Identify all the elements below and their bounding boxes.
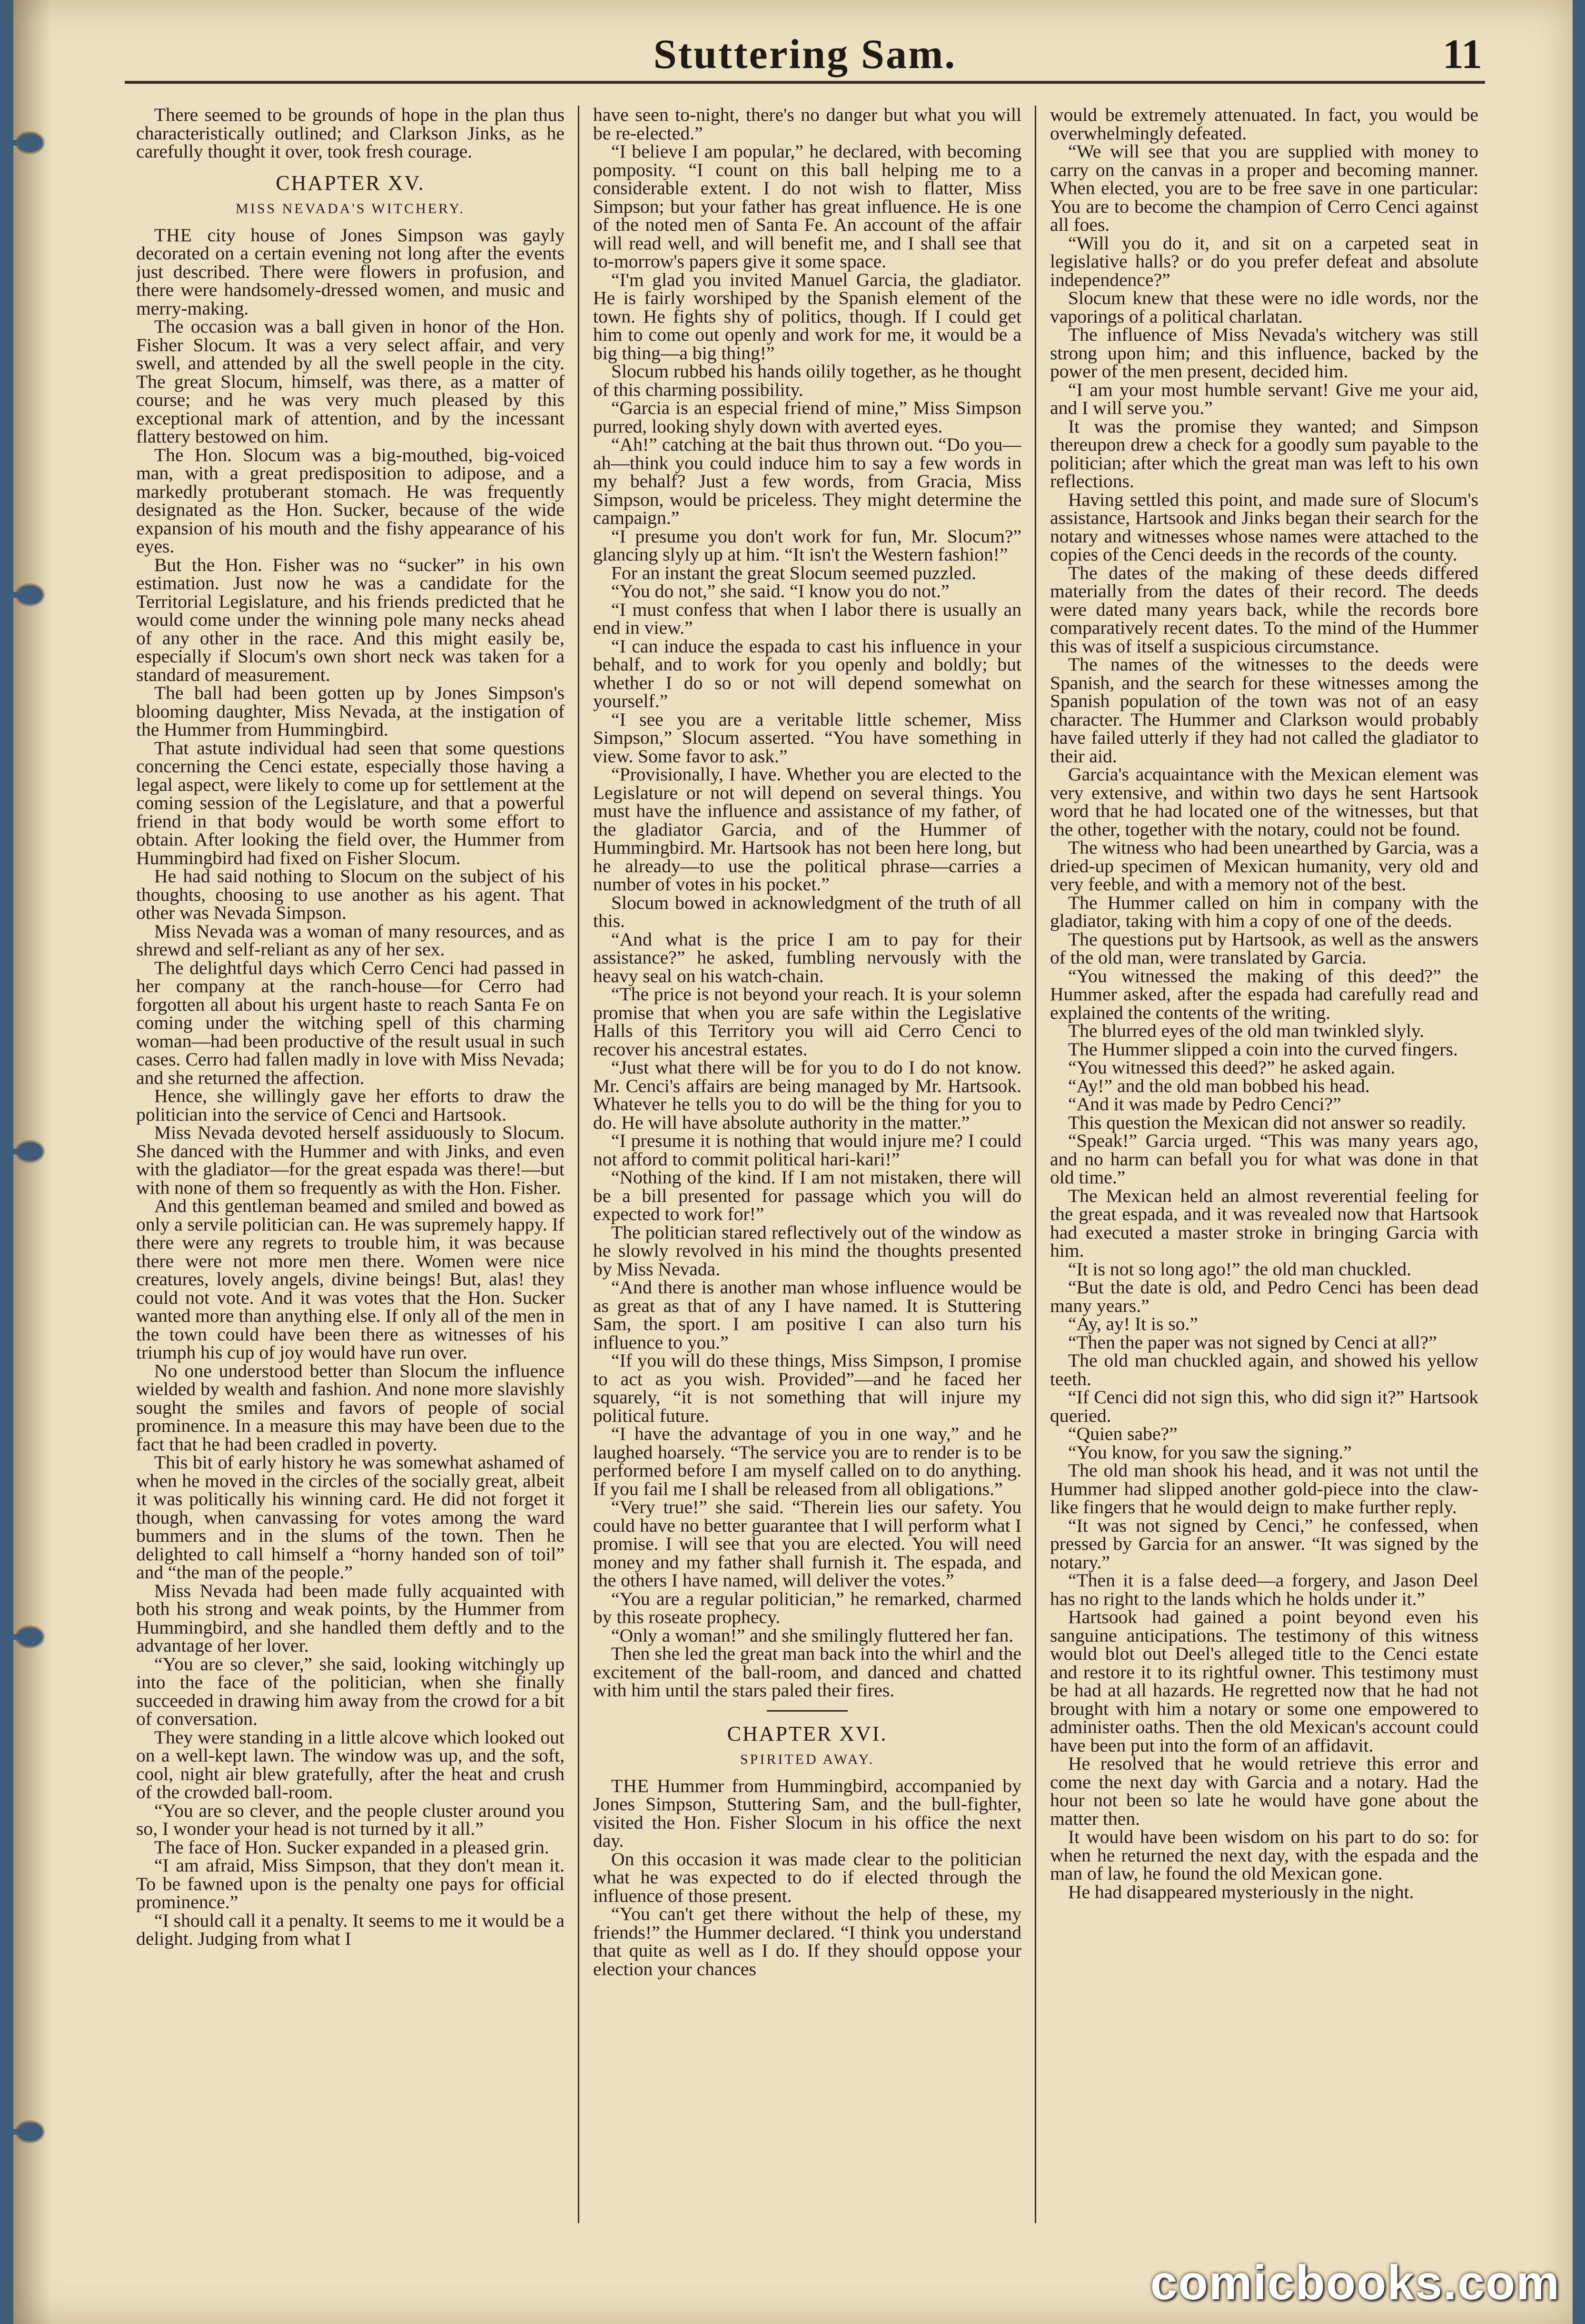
paragraph: They were standing in a little alcove which looked out on a well-kept lawn. The window was up, and the soft, cool, night air blew gratefully, after the heat and crush of the crowded ball-room. <box>136 1726 565 1802</box>
paragraph: “Then the paper was not signed by Cenci at all?” <box>1068 1331 1437 1353</box>
text-column-3 <box>1050 106 1478 2223</box>
paragraph: “Ay, ay! It is so.” <box>1068 1313 1198 1334</box>
paragraph: “Just what there will be for you to do I do not know. Mr. Cenci's affairs are being managed by Mr. Hartsook. Whatever he tells you to do will be the thing for you to do. He will have absolute authority in the matter.” <box>593 1057 1021 1133</box>
paragraph: And this gentleman beamed and smiled and bowed as only a servile politician can. He was supremely happy. If there were any regrets to trouble him, it was because there were not more men there. Women were nice creatures, lovely angels, divine beings! But, alas! they could not vote. And it was votes that the Hon. Sucker wanted more than anything else. If only all of the men in the town could have been there as witnesses of his triumph his cup of joy would have run over. <box>136 1195 565 1363</box>
paragraph: The dates of the making of these deeds differed materially from the dates of their record. The deeds were dated many years back, while the records bore comparatively recent dates. To the mind of the Hummer this was of itself a suspicious circumstance. <box>1050 562 1478 657</box>
paragraph: “You are so clever, and the people cluster around you so, I wonder your head is not turned by it all.” <box>136 1800 565 1839</box>
binding-hole <box>17 2122 43 2141</box>
paragraph: “You witnessed this deed?” he asked again. <box>1068 1057 1396 1078</box>
watermark: comicbooks.com <box>1150 2255 1560 2310</box>
page-header <box>125 28 1485 84</box>
paragraph: “Only a woman!” and she smilingly fluttered her fan. <box>611 1625 1014 1646</box>
paragraph: “I'm glad you invited Manuel Garcia, the gladiator. He is fairly worshiped by the Spanish element of the town. He fights shy of politics, though. If I could get him to come out openly and work for me, it would be a big thing—a big thing!” <box>593 269 1021 364</box>
paragraph: “You are a regular politician,” he remarked, charmed by this roseate prophecy. <box>593 1588 1021 1627</box>
chapter-heading: CHAPTER XVI. <box>727 1722 888 1745</box>
paragraph: “I must confess that when I labor there is usually an end in view.” <box>593 599 1021 638</box>
paragraph: “But the date is old, and Pedro Cenci has been dead many years.” <box>1050 1277 1478 1316</box>
paragraph: Miss Nevada had been made fully acquainted with both his strong and weak points, by the Hummer from Hummingbird, and she handled them deftly and to the advantage of her lover. <box>136 1580 565 1656</box>
paragraph: Having settled this point, and made sure of Slocum's assistance, Hartsook and Jinks began their search for the notary and witnesses whose names were attached to the copies of the Cenci deeds in the records of the county. <box>1050 489 1478 565</box>
paragraph: There seemed to be grounds of hope in the plan thus characteristically outlined; and Clarkson Jinks, as he carefully thought it over, took fresh courage. <box>136 106 565 162</box>
paragraph: Miss Nevada devoted herself assiduously to Slocum. She danced with the Hummer and with Jinks, and even with the gladiator—for the great espada was there!—but with none of them so frequently as with the Hon. Fisher. <box>136 1122 565 1198</box>
paragraph: Garcia's acquaintance with the Mexican element was very extensive, and within two days he sent Hartsook word that he had located one of the witnesses, but that the other, together with the notary, could not be found. <box>1050 764 1478 840</box>
paragraph: “And there is another man whose influence would be as great as that of any I have named. It is Stuttering Sam, the sport. I am positive I can also turn his influence to you.” <box>593 1277 1021 1353</box>
paragraph: The politician stared reflectively out of the window as he slowly revolved in his mind the thoughts presented by Miss Nevada. <box>593 1221 1021 1280</box>
running-title: Stuttering Sam. <box>653 31 957 78</box>
chapter-heading: CHAPTER XV. <box>276 171 425 195</box>
paragraph: The delightful days which Cerro Cenci had passed in her company at the ranch-house—for Cerro had forgotten all about his urgent haste to reach Santa Fe on coming under the witching spell of this charming woman—had been productive of the result usual in such cases. Cerro had fallen madly in love with Miss Nevada; and she returned the affection. <box>136 957 565 1088</box>
chapter-subtitle: SPIRITED AWAY. <box>740 1752 874 1767</box>
paragraph: “I am your most humble servant! Give me your aid, and I will serve you.” <box>1050 379 1478 418</box>
paragraph: He had said nothing to Slocum on the subject of his thoughts, choosing to use another as his agent. That other was Nevada Simpson. <box>136 866 565 923</box>
paragraph: “It is not so long ago!” the old man chuckled. <box>1068 1258 1412 1280</box>
paragraph: “And what is the price I am to pay for their assistance?” he asked, fumbling nervously with the heavy seal on his watch-chain. <box>593 928 1021 986</box>
chapter-divider <box>767 1710 848 1712</box>
paragraph: It would have been wisdom on his part to do so: for when he returned the next day, with the espada and the man of law, he found the old Mexican gone. <box>1050 1826 1478 1884</box>
paragraph: “I should call it a penalty. It seems to me it would be a delight. Judging from what I <box>136 1910 565 1949</box>
paragraph: “Quien sabe?” <box>1068 1423 1178 1444</box>
paragraph: “You do not,” she said. “I know you do not.” <box>611 581 950 601</box>
paragraph: The witness who had been unearthed by Garcia, was a dried-up specimen of Mexican humanity, very old and very feeble, and with a memory not of the best. <box>1050 837 1478 895</box>
binding-hole <box>17 133 43 152</box>
paragraph: But the Hon. Fisher was no “sucker” in his own estimation. Just now he was a candidate for the Territorial Legislature, and his friends predicted that he would come under the winning pole many necks ahead of any other in the race. And this might easily be, especially if Slocum's own short neck was taken for a standard of measurement. <box>136 554 565 685</box>
text-column-2 <box>593 106 1021 2223</box>
paragraph: The face of Hon. Sucker expanded in a pleased grin. <box>154 1836 549 1858</box>
paragraph: would be extremely attenuated. In fact, you would be overwhelmingly defeated. <box>1050 106 1478 144</box>
paragraph: The Hon. Slocum was a big-mouthed, big-voiced man, with a great predisposition to adipose, and a markedly protuberant stomach. He was frequently designated as the Hon. Sucker, because of the wide expansion of his mouth and the fishy appearance of his eyes. <box>136 444 565 557</box>
paragraph: Slocum rubbed his hands oilily together, as he thought of this charming possibility. <box>593 361 1021 400</box>
paragraph <box>136 226 565 318</box>
paragraph-text: city house of Jones Simpson was gayly decorated on a certain evening not long after the events just described. There were flowers in profusion, and there were handsomely-dressed women, and music and merry-making. <box>136 224 565 319</box>
paragraph: have seen to-night, there's no danger but what you will be re-elected.” <box>593 106 1021 144</box>
binding-hole <box>17 585 43 604</box>
paragraph: “The price is not beyond your reach. It is your solemn promise that when you are safe within the Legislative Halls of this Territory you will aid Cerro Cenci to recover his ancestral estates. <box>593 984 1021 1060</box>
binding-hole <box>17 1142 43 1161</box>
paragraph: He resolved that he would retrieve this error and come the next day with Garcia and a notary. Had the hour not been so late he would have gone about the matter then. <box>1050 1753 1478 1829</box>
paragraph: “If you will do these things, Miss Simpson, I promise to act as you wish. Provided”—and he faced her squarely, “it is not something that will injure my political future. <box>593 1350 1021 1426</box>
paragraph: “Ay!” and the old man bobbed his head. <box>1068 1075 1370 1096</box>
paragraph: The Hummer called on him in company with the gladiator, taking with him a copy of one of the deeds. <box>1050 892 1478 931</box>
paragraph: The Mexican held an almost reverential feeling for the great espada, and it was revealed now that Hartsook had executed a master stroke in bringing Garcia with him. <box>1050 1185 1478 1261</box>
paragraph: The blurred eyes of the old man twinkled slyly. <box>1068 1020 1425 1041</box>
paragraph: “Speak!” Garcia urged. “This was many years ago, and no harm can befall you for what was done in that old time.” <box>1050 1130 1478 1188</box>
column-rule <box>1035 106 1036 2223</box>
paragraph: “Nothing of the kind. If I am not mistaken, there will be a bill presented for passage which you will do expected to work for!” <box>593 1167 1021 1224</box>
binding-hole <box>17 1627 43 1646</box>
paragraph: Miss Nevada was a woman of many resources, and as shrewd and self-reliant as any of her sex. <box>136 920 565 960</box>
paragraph: “Will you do it, and sit on a carpeted seat in legislative halls? or do you prefer defeat and absolute independence?” <box>1050 232 1478 290</box>
paragraph: Hartsook had gained a point beyond even his sanguine anticipations. The testimony of this witness would blot out Deel's alleged title to the Cenci estate and restore it to its rightful owner. This testimony must be had at all hazards. He regretted now that he had not brought with him a notary or some one empowered to administer oaths. Then the old Mexican's account could have been put into the form of an affidavit. <box>1050 1606 1478 1756</box>
paragraph: The questions put by Hartsook, as well as the answers of the old man, were translated by Garcia. <box>1050 928 1478 968</box>
paragraph: “Then it is a false deed—a forgery, and Jason Deel has no right to the lands which he holds under it.” <box>1050 1570 1478 1609</box>
paragraph-lead-word: THE <box>154 224 192 246</box>
paragraph: “You know, for you saw the signing.” <box>1068 1441 1352 1463</box>
paragraph: “I presume it is nothing that would injure me? I could not afford to commit political hari-kari!” <box>593 1130 1021 1170</box>
paragraph: The names of the witnesses to the deeds were Spanish, and the search for these witnesses among the Spanish population of the town was not of an easy character. The Hummer and Clarkson would probably have failed utterly if they had not called the gladiator to their aid. <box>1050 654 1478 767</box>
paragraph: This bit of early history he was somewhat ashamed of when he moved in the circles of the socially great, albeit it was politically his winning card. He did not forget it though, when canvassing for votes among the ward bummers and in the slums of the town. Then he delighted to call himself a “horny handed son of toil” and “the man of the people.” <box>136 1452 565 1583</box>
paragraph: “You can't get there without the help of these, my friends!” the Hummer declared. “I think you understand that quite as well as I do. If they should oppose your election your chances <box>593 1903 1021 1979</box>
paragraph: “Ah!” catching at the bait thus thrown out. “Do you—ah—think you could induce him to say a few words in my behalf? Just a few words, from Gracia, Miss Simpson, would be priceless. They might determine the campaign.” <box>593 434 1021 528</box>
paragraph: He had disappeared mysteriously in the night. <box>1068 1881 1414 1902</box>
paragraph: This question the Mexican did not answer so readily. <box>1068 1112 1466 1133</box>
paragraph: The Hummer slipped a coin into the curved fingers. <box>1068 1038 1458 1060</box>
paragraph: “We will see that you are supplied with money to carry on the canvas in a proper and becoming manner. When elected, you are to be free save in one particular: You are to become the champion of Cerro Cenci against all foes. <box>1050 141 1478 235</box>
paragraph: No one understood better than Slocum the influence wielded by wealth and fashion. And none more slavishly sought the smiles and favors of people of social prominence. In a measure this may have been due to the fact that he had been cradled in poverty. <box>136 1360 565 1455</box>
paragraph: Then she led the great man back into the whirl and the excitement of the ball-room, and danced and chatted with him until the stars paled their fires. <box>593 1643 1021 1701</box>
paragraph: “I presume you don't work for fun, Mr. Slocum?” glancing slyly up at him. “It isn't the Western fashion!” <box>593 525 1021 565</box>
paragraph-text: Hummer from Hummingbird, accompanied by Jones Simpson, Stuttering Sam, and the bull-fighter, visited the Hon. Fisher Slocum in his office the next day. <box>593 1775 1021 1851</box>
paragraph: Slocum bowed in acknowledgment of the truth of all this. <box>593 892 1021 931</box>
paragraph-lead-word: THE <box>611 1775 649 1796</box>
paragraph: “You are so clever,” she said, looking witchingly up into the face of the politician, when she finally succeeded in drawing him away from the crowd for a bit of conversation. <box>136 1653 565 1729</box>
paragraph: “I can induce the espada to cast his influence in your behalf, and to work for you openly and boldly; but whether I do so or not will depend somewhat on yourself.” <box>593 635 1021 711</box>
page-number: 11 <box>1442 31 1482 78</box>
column-rule <box>578 106 579 2223</box>
text-column-1 <box>136 106 565 2223</box>
paragraph: Slocum knew that these were no idle words, nor the vaporings of a political charlatan. <box>1050 287 1478 327</box>
paragraph: The occasion was a ball given in honor of the Hon. Fisher Slocum. It was a very select affair, and very swell, and attended by all the swell people in the city. The great Slocum, himself, was there, as a matter of course; and he was very much pleased by this exceptional mark of attention, and by the incessant flattery bestowed on him. <box>136 316 565 447</box>
paragraph: That astute individual had seen that some questions concerning the Cenci estate, especially those having a legal aspect, were likely to come up for settlement at the coming session of the Legislature, and that a powerful friend in that body would be worth some effort to obtain. After looking the field over, the Hummer from Hummingbird had fixed on Fisher Slocum. <box>136 737 565 868</box>
paragraph: For an instant the great Slocum seemed puzzled. <box>611 562 977 583</box>
paragraph: The influence of Miss Nevada's witchery was still strong upon him; and this influence, backed by the power of the men present, decided him. <box>1050 324 1478 382</box>
paragraph: “And it was made by Pedro Cenci?” <box>1068 1093 1341 1114</box>
paragraph: “Garcia is an especial friend of mine,” Miss Simpson purred, looking shyly down with averted eyes. <box>593 397 1021 437</box>
chapter-subtitle: MISS NEVADA'S WITCHERY. <box>236 201 465 217</box>
paragraph: “I believe I am popular,” he declared, with becoming pomposity. “I count on this ball helping me to a considerable extent. I do not wish to flatter, Miss Simpson; but your father has great influence. He is one of the noted men of Santa Fe. An account of the affair will read well, and will benefit me, and I shall see that to-morrow's papers give it some space. <box>593 141 1021 272</box>
paragraph: “If Cenci did not sign this, who did sign it?” Hartsook queried. <box>1050 1387 1478 1426</box>
paragraph <box>593 1777 1021 1850</box>
paragraph: “You witnessed the making of this deed?” the Hummer asked, after the espada had carefully read and explained the contents of the writing. <box>1050 965 1478 1023</box>
paragraph: “I see you are a veritable little schemer, Miss Simpson,” Slocum asserted. “You have something in view. Some favor to ask.” <box>593 709 1021 767</box>
paragraph: It was the promise they wanted; and Simpson thereupon drew a check for a goodly sum payable to the politician; after which the great man was left to his own reflections. <box>1050 415 1478 492</box>
paragraph: The ball had been gotten up by Jones Simpson's blooming daughter, Miss Nevada, at the instigation of the Hummer from Hummingbird. <box>136 682 565 740</box>
paragraph: “I have the advantage of you in one way,” and he laughed hoarsely. “The service you are to render is to be performed before I am myself called on to do anything. If you fail me I shall be released from all obligations.” <box>593 1423 1021 1499</box>
paragraph: “Very true!” she said. “Therein lies our safety. You could have no better guarantee that I will perform what I promise. I will see that you are elected. You will need money and my father shall furnish it. The espada, and the others I have named, will deliver the votes.” <box>593 1497 1021 1591</box>
paragraph: “Provisionally, I have. Whether you are elected to the Legislature or not will depend on several things. You must have the influence and assistance of my father, of the gladiator Garcia, and of the Hummer of Hummingbird. Mr. Hartsook has not been here long, but he already—to use the political phrase—carries a number of votes in his pocket.” <box>593 764 1021 895</box>
paragraph: “It was not signed by Cenci,” he confessed, when pressed by Garcia for an answer. “It was signed by the notary.” <box>1050 1515 1478 1573</box>
paragraph: On this occasion it was made clear to the politician what he was expected to do if elected through the influence of those present. <box>593 1848 1021 1906</box>
paragraph: The old man chuckled again, and showed his yellow teeth. <box>1050 1350 1478 1389</box>
paragraph: Hence, she willingly gave her efforts to draw the politician into the service of Cenci and Hartsook. <box>136 1085 565 1125</box>
paragraph: The old man shook his head, and it was not until the Hummer had slipped another gold-piece into the claw-like fingers that he would deign to make further reply. <box>1050 1460 1478 1517</box>
paragraph: “I am afraid, Miss Simpson, that they don't mean it. To be fawned upon is the penalty one pays for official prominence.” <box>136 1855 565 1912</box>
